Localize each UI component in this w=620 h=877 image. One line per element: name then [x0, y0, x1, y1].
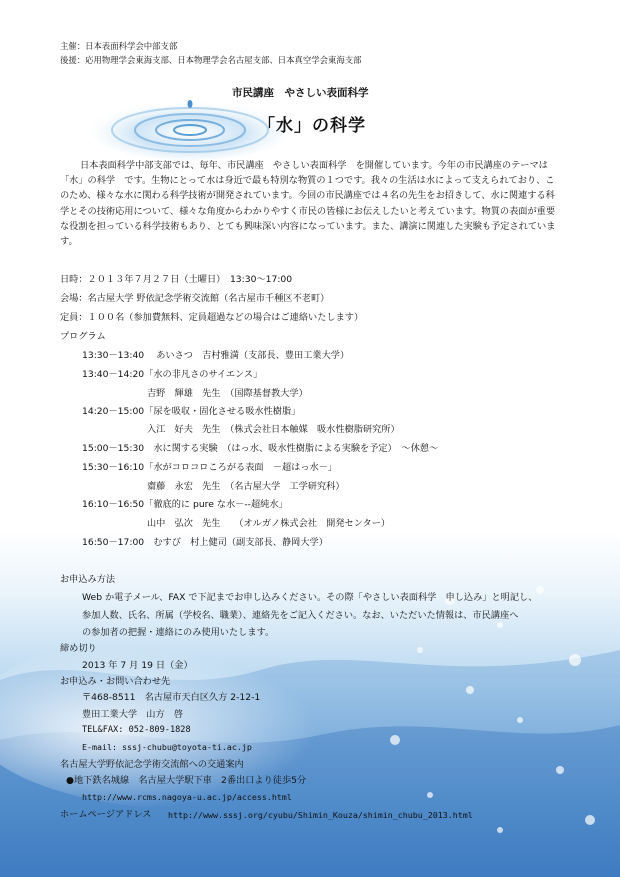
deadline-date: 2013 年 7 月 19 日（金） [82, 660, 193, 671]
contact-address: 〒468-8511 名古屋市天白区久方 2-12-1 [82, 692, 261, 703]
program-speaker: 吉野 輝雄 先生 （国際基督教大学） [147, 388, 308, 399]
program-item: 15:30－16:10「水がコロコロころがる表面 －超はっ水－」 [82, 462, 338, 473]
program-speaker: 入江 好夫 先生 （株式会社日本触媒 吸水性樹脂研究所） [147, 424, 400, 435]
page-title: 「水」の科学 [258, 116, 366, 136]
access-url-link[interactable]: http://www.rcms.nagoya-u.ac.jp/access.html [82, 792, 292, 802]
event-date: 日時：２０１３年７月２７日（土曜日） 13:30～17:00 [60, 274, 293, 285]
access-route: ●地下鉄名城線 名古屋大学駅下車 2番出口より徒歩5分 [66, 775, 307, 786]
deadline-heading: 締め切り [60, 643, 97, 654]
organizer-text: 主催：日本表面科学会中部支部 [60, 41, 178, 51]
access-heading: 名古屋大学野依記念学術交流館への交通案内 [60, 759, 244, 770]
application-text: Web か電子メール、FAX で下記までお申し込みください。その際「やさしい表面科学 申し込み」と明記し、 [82, 592, 538, 603]
series-title: 市民講座 やさしい表面科学 [232, 87, 369, 99]
event-venue: 会場：名古屋大学 野依記念学術交流館（名古屋市千種区不老町） [60, 293, 330, 304]
homepage-label: ホームページアドレス [60, 809, 152, 820]
program-item: 15:00－15:30 水に関する実験 （はっ水、吸水性樹脂による実験を予定） ～休憩～ [82, 443, 439, 454]
application-text: の参加者の把握・連絡にのみ使用いたします。 [82, 627, 275, 638]
contact-heading: お申込み・お問い合わせ先 [60, 676, 171, 687]
contact-organization: 豊田工業大学 山方 啓 [82, 709, 184, 720]
intro-text: 日本表面科学中部支部では、毎年、市民講座 やさしい表面科学 を開催しています。今年の市民講座のテーマは「水」の科学 です。生物にとって水は身近で最も特別な物質の１つです。我々の生活は水によって支えられており、このため、様々な水に関わる科学技術が開発されています。今回の市民講座では４名の先生をお招きして、水に関連する科学とその技術応用について、様々な角度からわかりやすく市民の皆様にお伝えしたいと考えています。物質の表面が重要な役割を担っている科学技術もあり、とても興味深い内容になっています。また、講演に関連した実験も予定されています。 [60, 160, 556, 248]
program-heading: プログラム [60, 331, 106, 342]
program-item: 16:50－17:00 むすび 村上健司（副支部長、静岡大学） [82, 537, 328, 548]
contact-telfax: TEL&FAX: 052-809-1828 [82, 725, 191, 735]
application-heading: お申込み方法 [60, 574, 116, 585]
contact-email-link[interactable]: E-mail: sssj-chubu@toyota-ti.ac.jp [82, 742, 252, 752]
event-capacity: 定員：１００名（参加費無料、定員超過などの場合はご連絡いたします） [60, 312, 364, 323]
supporters-text: 後援：応用物理学会東海支部、日本物理学会名古屋支部、日本真空学会東海支部 [60, 55, 362, 65]
program-item: 16:10－16:50「徹底的に pure な水－‐‐超純水」 [82, 499, 288, 510]
program-speaker: 山中 弘次 先生 （オルガノ株式会社 開発センター） [147, 518, 391, 529]
program-speaker: 齋藤 永宏 先生 （名古屋大学 工学研究科） [147, 481, 345, 492]
intro-paragraph [60, 158, 560, 249]
application-text: 参加人数、氏名、所属（学校名、職業）、連絡先をご記入ください。なお、いただいた情報は、市民講座へ [82, 610, 519, 621]
program-item: 13:40－14:20「水の非凡さのサイエンス」 [82, 369, 263, 380]
program-item: 13:30－13:40 あいさつ 吉村雅満（支部長、豊田工業大学） [82, 350, 350, 361]
homepage-url-link[interactable]: http://www.sssj.org/cyubu/Shimin_Kouza/shimin_chubu_2013.html [168, 810, 473, 820]
program-item: 14:20－15:00「尿を吸収・固化させる吸水性樹脂」 [82, 406, 301, 417]
